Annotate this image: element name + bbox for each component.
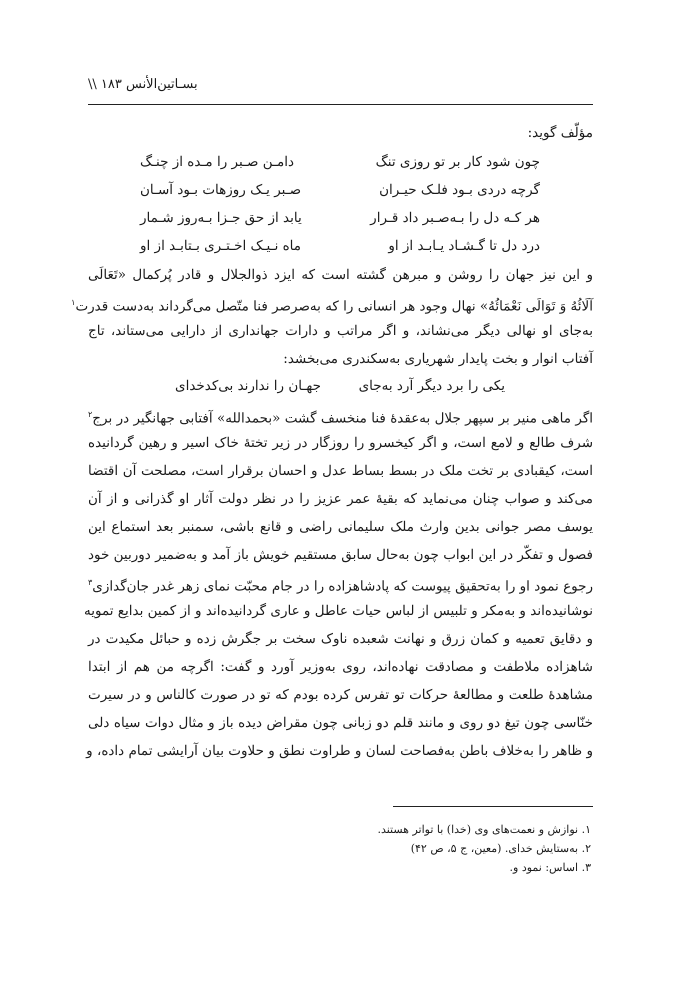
- verse-hemistich-left: دامـن صـبر را مـده از چنـگ: [140, 154, 294, 170]
- paragraph-line: خنّاسی چون تیغ دو روی و مانند قلم دو زبانی چون مقراض دیده باز و مثال دوات سیاه دلی: [88, 715, 593, 731]
- paragraph-line: [88, 574, 593, 596]
- paragraph-line-text: رجوع نمود او را به‌تحقیق پیوست که پادشاهزاده را در جام محبّت نمای زهر غدر جان‌گدازی: [92, 578, 593, 595]
- running-header: [88, 77, 593, 95]
- paragraph-line: فصول و تفکّر در این ابواب چون به‌حال سابق مستقیم خویش باز آمد و به‌ضمیر دوربین خود: [88, 547, 593, 563]
- verse-hemistich-left: جهـان را ندارند بی‌کدخدای: [175, 378, 321, 394]
- paragraph-line: مشاهدهٔ طلعت و مطالعهٔ حرکات تو تفرس کرده بودم که تو در صورت کالناس و در سیرت: [88, 687, 593, 703]
- verse-couplet: [140, 154, 540, 176]
- paragraph-line: [71, 294, 593, 316]
- paragraph-line: یوسف مصر جوانی بدین وارث ملک سلیمانی راضی و قانع باشی، سمنبر بعد استماع این: [88, 519, 593, 535]
- verse-couplet: [140, 182, 540, 204]
- verse-couplet: [175, 378, 505, 400]
- verse-hemistich-left: یابد از حق جـزا بـه‌روز شـمار: [140, 210, 302, 226]
- verse-couplet: [140, 210, 540, 232]
- footnote: ۳. اساس: نمود و.: [509, 861, 591, 874]
- footnote-rule: [393, 806, 593, 807]
- paragraph-line: است، کیقبادی بر تخت ملک در بسط بساط عدل و احسان برقرار است، مصلحت آن اقتضا: [88, 463, 593, 479]
- running-header-title: بسـاتین‌الأنس ۱۸۳ \\: [88, 77, 198, 92]
- paragraph-line: آفتاب انوار و بخت پایدار شهریاری به‌سکندری می‌بخشد:: [283, 351, 593, 367]
- verse-hemistich-right: درد دل تا گـشـاد یـابـد از او: [388, 238, 540, 254]
- paragraph-line: [88, 406, 593, 428]
- verse-hemistich-right: یکی را برد دیگر آرد به‌جای: [358, 378, 505, 394]
- intro-line: مؤلّف گوید:: [527, 125, 593, 141]
- verse-hemistich-left: ماه نـیـک اخـتـری بـتابـد از او: [140, 238, 302, 254]
- verse-hemistich-right: چون شود کار بر تو روزی تنگ: [375, 154, 540, 170]
- footnote-mark: ۲: [88, 410, 93, 419]
- paragraph-line: شرف طالع و لامع است، و اگر کیخسرو را روزگار در زیر تختهٔ خاک اسیر و رهین گردانیده: [88, 435, 593, 451]
- paragraph-line: و ظاهر را به‌خلاف باطن به‌فصاحت لسان و طراوت نطق و حلاوت بیان آرایشی تمام داده، و: [86, 743, 593, 759]
- paragraph-line: نوشانیده‌اند و به‌مکر و تلبیس از لباس حیات عاطل و عاری گردانیده‌اند و از کمین بدایع تمویه: [83, 603, 593, 619]
- paragraph-line: شاهزاده ملاطفت و مصادقت نهاده‌اند، روی به‌وزیر آورد و گفت: اگرچه من هم از ابتدا: [88, 659, 593, 675]
- footnote-mark: ۳: [88, 578, 93, 587]
- verse-hemistich-left: صـبر یـک روزهات بـود آسـان: [140, 182, 302, 198]
- verse-couplet: [140, 238, 540, 260]
- paragraph-line: و دقایق تعمیه و کمان زرق و نهانت شعبده ناوک سخت بر جگرش زده و حبائل مکیدت در: [88, 631, 593, 647]
- paragraph-line: و این نیز جهان را روشن و مبرهن گشته است که ایزد ذوالجلال و قادر پُرکمال «تَعَالَی: [88, 267, 593, 283]
- footnote: ۱. نوازش و نعمت‌های وی (خدا) با تواتر هستند.: [377, 823, 591, 836]
- footnote-mark: ۱: [71, 298, 76, 307]
- paragraph-line-text: آلَائُهُ وَ تَوَالَی نَعْمَائُهُ» نهال وجود هر انسانی را که به‌صرصر فنا متّصل می‌گرداند به‌دست قدرت: [75, 298, 593, 315]
- paragraph-line: می‌کند و صواب چنان می‌نماید که بقیهٔ عمر عزیز را در نظر دولت آثار او گذرانی و از آن: [88, 491, 593, 507]
- paragraph-line: به‌جای او نهالی دیگر می‌نشاند، و اگر مراتب و دارات جهانداری از دارایی می‌ستاند، تاج: [88, 323, 593, 339]
- footnote: ۲. به‌ستایش خدای. (معین، ج ۵، ص ۴۲): [410, 842, 591, 855]
- verse-hemistich-right: گرچه دردی بـود فلـک حیـران: [379, 182, 540, 198]
- header-rule: [88, 104, 593, 105]
- verse-hemistich-right: هر کـه دل را بـه‌صـبر داد قـرار: [370, 210, 540, 226]
- paragraph-line-text: اگر ماهی منیر بر سپهر جلال به‌عقدهٔ فنا منخسف گشت «بحمدالله» آفتابی جهانگیر در برج: [92, 410, 593, 427]
